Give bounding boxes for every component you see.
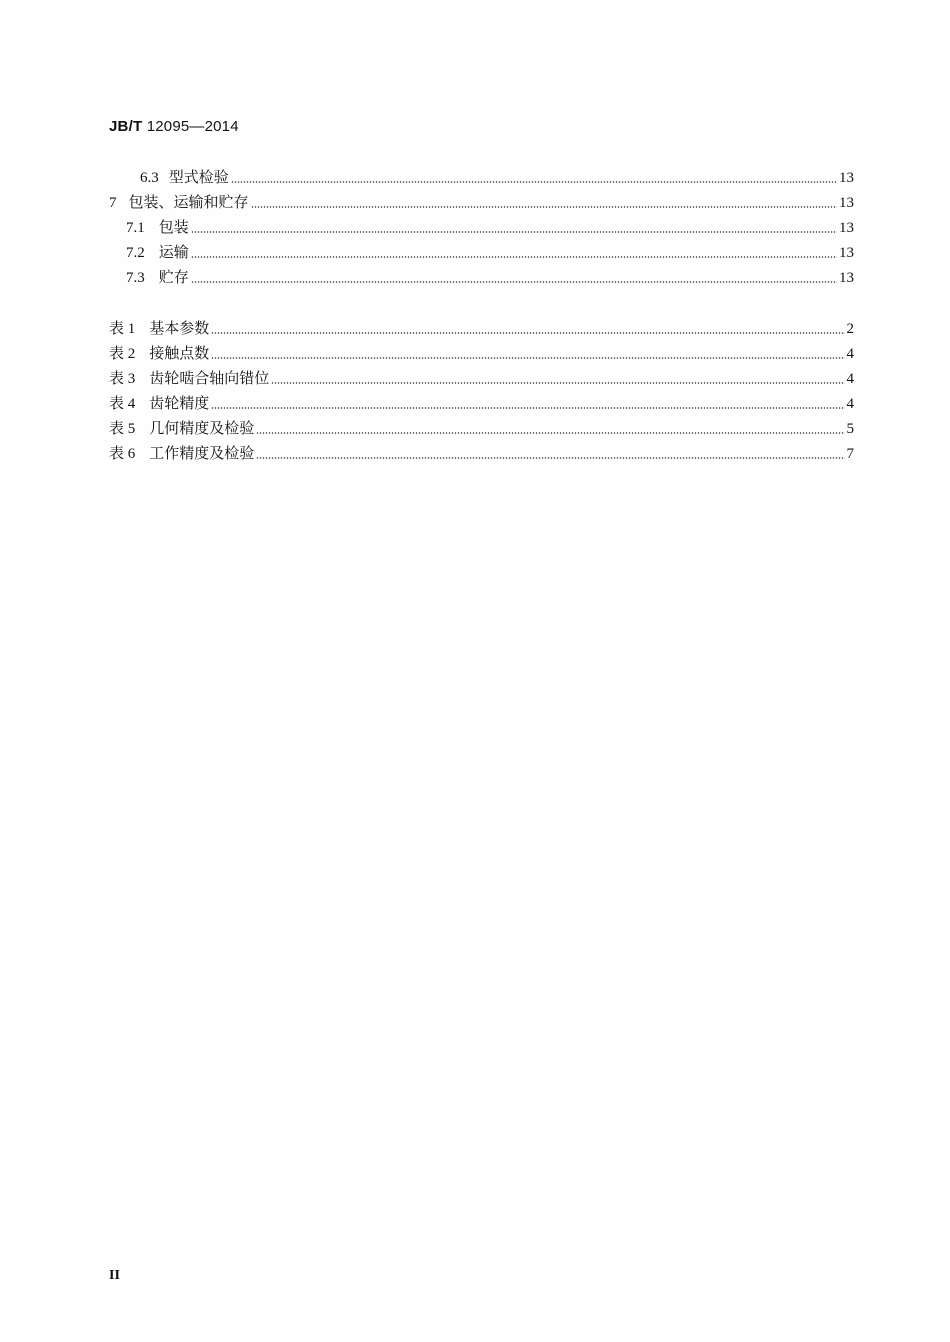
toc-entry-number: 表 1 [109,321,136,337]
toc-leader-dots [211,332,844,334]
toc-entry-page: 13 [839,245,854,261]
standard-code-prefix: JB/T [109,118,143,135]
standard-code [109,118,239,135]
toc-leader-dots [231,181,837,183]
toc-entry-title: 包装 [158,220,189,236]
toc-leader-dots [256,457,844,459]
toc-entry-page: 4 [846,346,854,362]
toc-entry-page: 4 [846,371,854,387]
toc-entry-number: 7.3 [126,270,145,286]
toc-entry-title: 接触点数 [149,346,210,362]
toc-entry-number: 表 2 [109,346,136,362]
toc-entry-page: 13 [839,270,854,286]
toc-entry-title: 齿轮精度 [149,396,210,412]
toc-entry-number: 7.1 [126,220,145,236]
toc-table-entry[interactable] [109,391,854,413]
page-number: II [109,1268,120,1283]
toc-entry-number: 7.2 [126,245,145,261]
toc-entry[interactable] [140,165,854,187]
toc-entry[interactable] [126,240,854,262]
toc-table-entry[interactable] [109,441,854,463]
toc-entry-title: 包装、运输和贮存 [128,195,249,211]
toc-leader-dots [191,231,837,233]
toc-leader-dots [256,432,844,434]
toc-leader-dots [211,357,844,359]
toc-entry-title: 运输 [158,245,189,261]
toc-entry-page: 13 [839,195,854,211]
toc-entry-title: 贮存 [158,270,189,286]
toc-leader-dots [191,256,837,258]
toc-entry-page: 7 [846,446,854,462]
toc-entry-page: 2 [846,321,854,337]
toc-entry-page: 13 [839,220,854,236]
toc-entry-page: 5 [846,421,854,437]
toc-entry-title: 齿轮啮合轴向错位 [149,371,270,387]
standard-code-number: 12095—2014 [146,118,239,135]
toc-entry-page: 13 [839,170,854,186]
toc-table-entry[interactable] [109,316,854,338]
toc-entry-number: 表 6 [109,446,136,462]
toc-entry-title: 基本参数 [149,321,210,337]
toc-entry-title: 型式检验 [168,170,229,186]
toc-entry-number: 表 4 [109,396,136,412]
toc-entry[interactable] [126,215,854,237]
toc-entry-number: 6.3 [140,170,159,186]
toc-entry-number: 7 [109,195,117,211]
toc-leader-dots [251,206,837,208]
toc-entry[interactable] [126,265,854,287]
toc-entry-title: 几何精度及检验 [149,421,255,437]
toc-entry-number: 表 5 [109,421,136,437]
toc-leader-dots [191,281,837,283]
toc-entry-number: 表 3 [109,371,136,387]
toc-entry[interactable] [109,190,854,212]
toc-table-entry[interactable] [109,366,854,388]
toc-entry-page: 4 [846,396,854,412]
toc-entry-title: 工作精度及检验 [149,446,255,462]
toc-leader-dots [271,382,844,384]
toc-table-entry[interactable] [109,416,854,438]
toc-leader-dots [211,407,844,409]
toc-table-entry[interactable] [109,341,854,363]
